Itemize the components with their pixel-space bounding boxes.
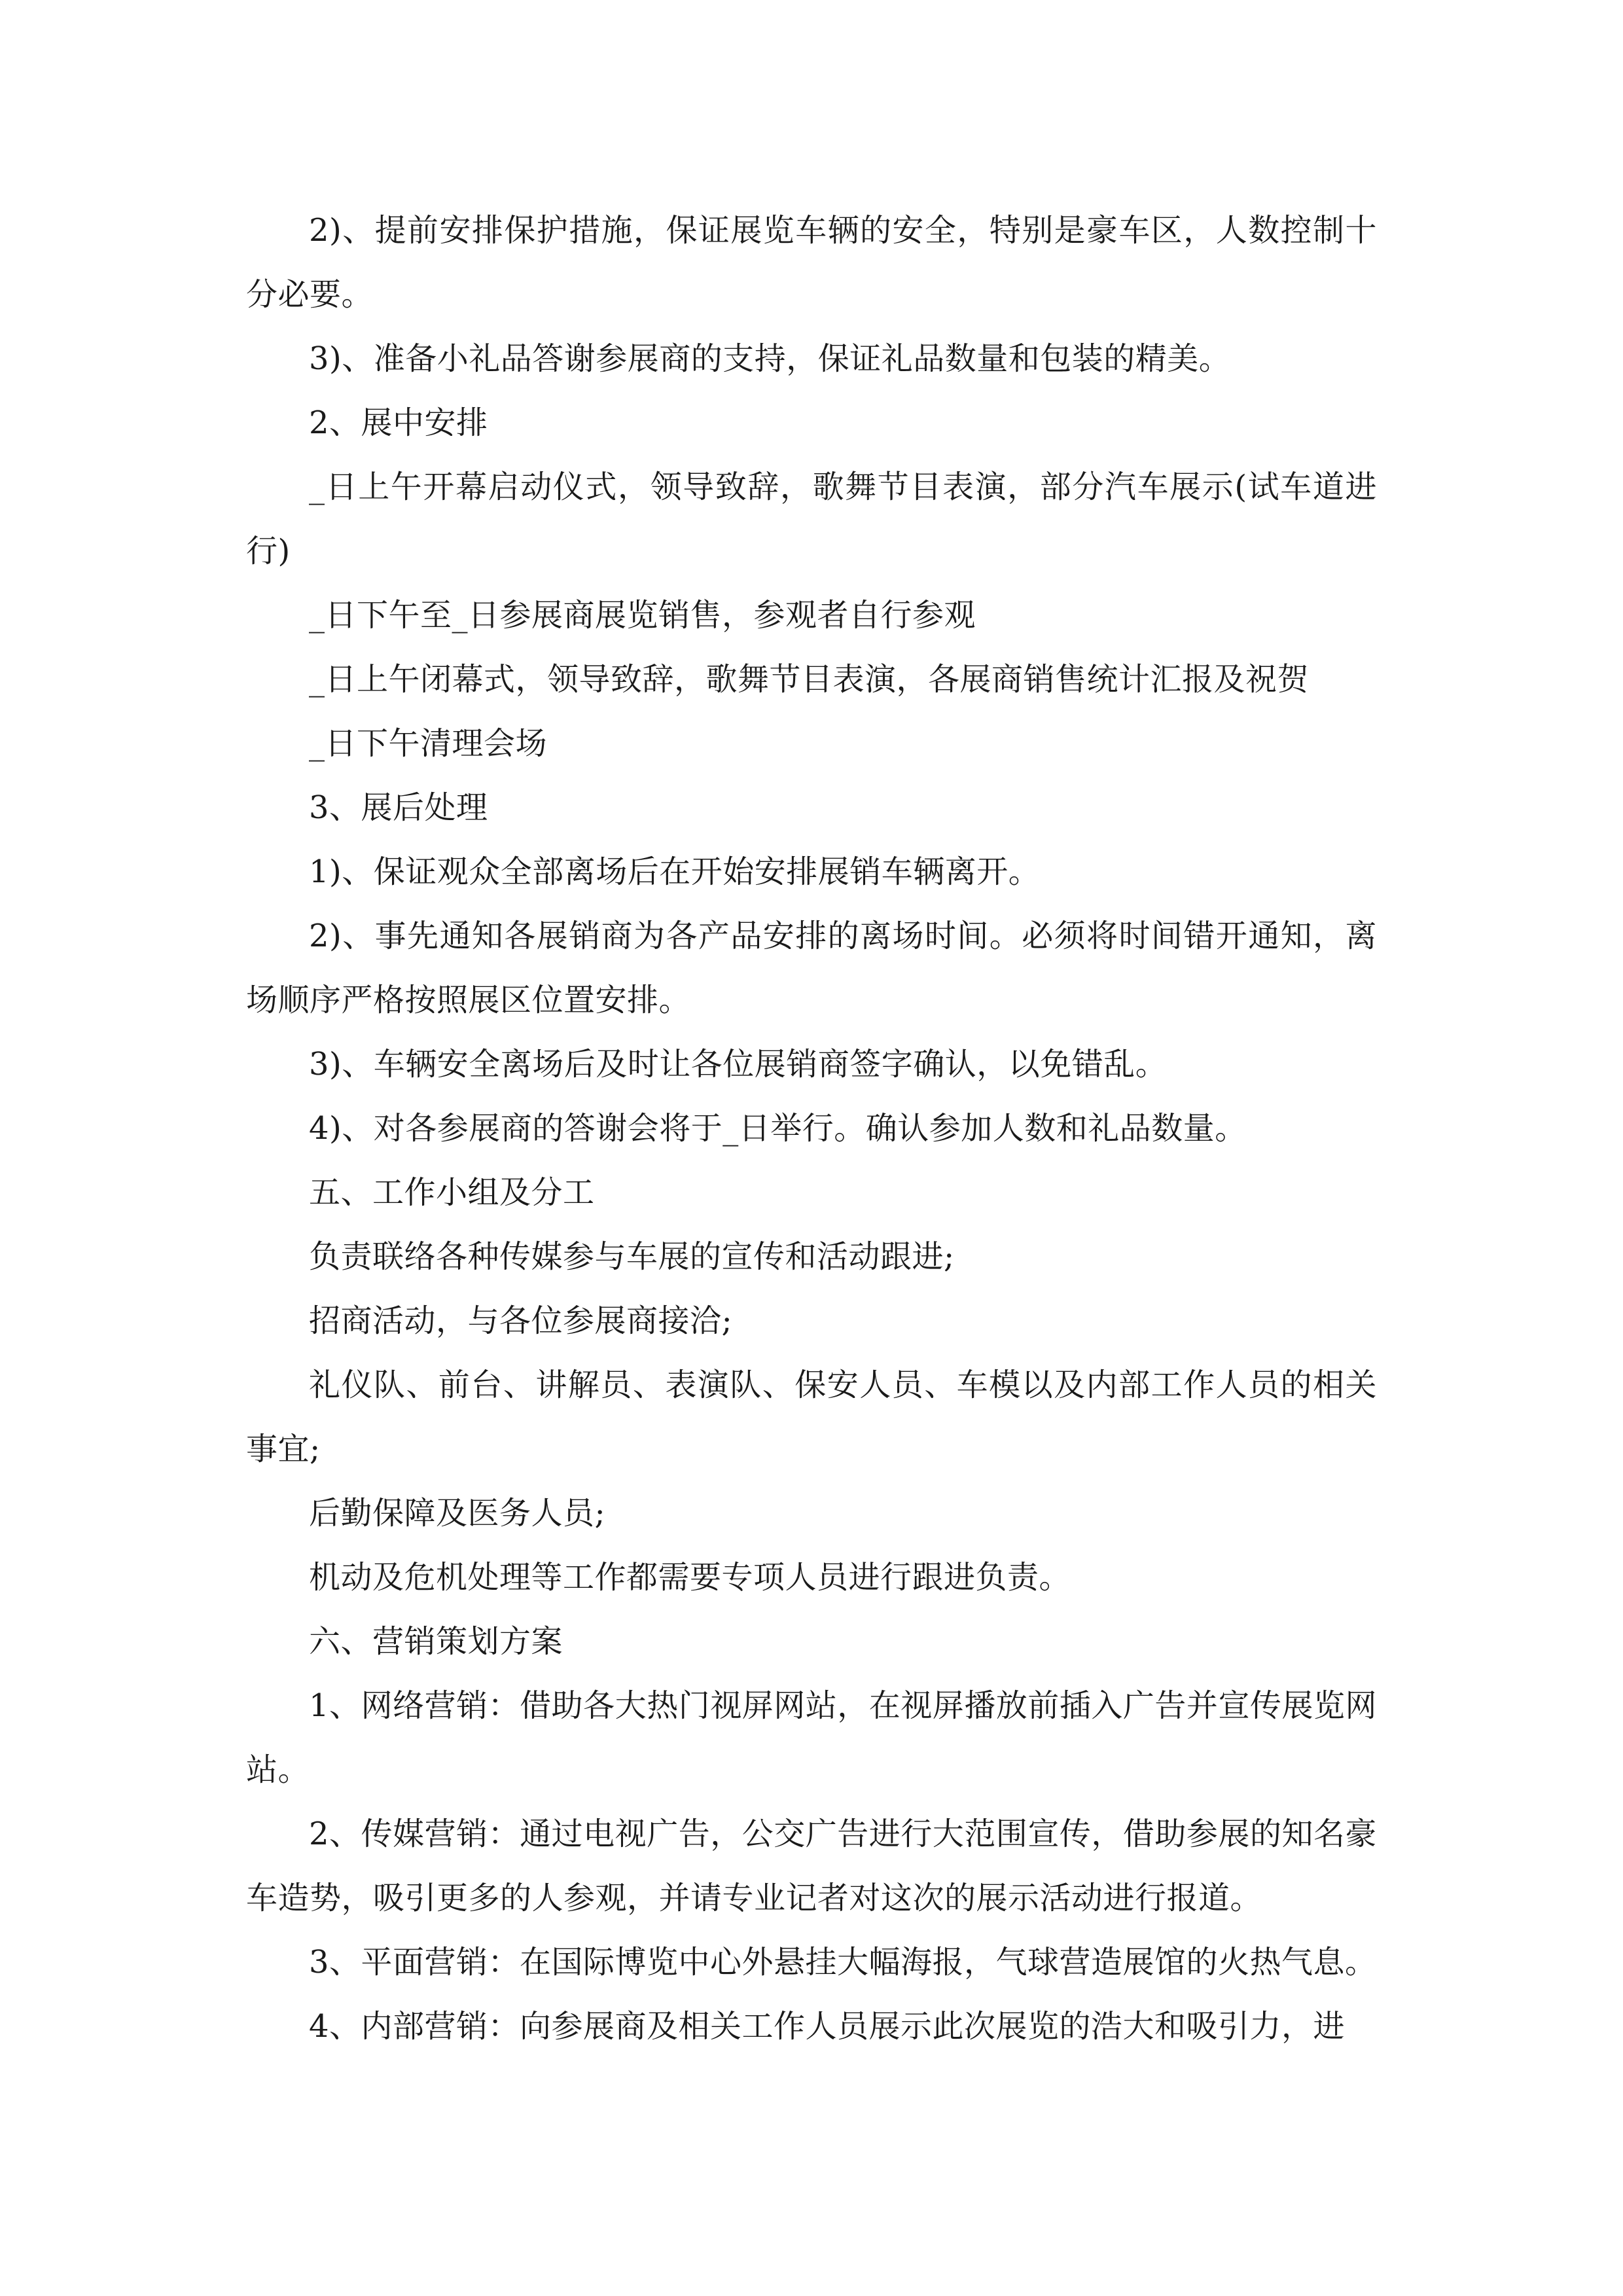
section-heading: 六、营销策划方案	[309, 1623, 563, 1660]
paragraph: _日上午闭幕式，领导致辞，歌舞节目表演，各展商销售统计汇报及祝贺	[309, 661, 1310, 698]
paragraph: 1、网络营销：借助各大热门视屏网站，在视屏播放前插入广告并宣传展览网站。	[246, 1687, 1377, 1788]
paragraph: 3)、准备小礼品答谢参展商的支持，保证礼品数量和包装的精美。	[309, 340, 1231, 377]
paragraph: 机动及危机处理等工作都需要专项人员进行跟进负责。	[309, 1559, 1071, 1596]
paragraph: _日上午开幕启动仪式，领导致辞，歌舞节目表演，部分汽车展示(试车道进行)	[246, 469, 1377, 569]
paragraph: 3)、车辆安全离场后及时让各位展销商签字确认，以免错乱。	[309, 1046, 1168, 1083]
paragraph: 后勤保障及医务人员;	[309, 1495, 606, 1532]
paragraph: 1)、保证观众全部离场后在开始安排展销车辆离开。	[309, 853, 1041, 890]
paragraph: 负责联络各种传媒参与车展的宣传和活动跟进;	[309, 1238, 955, 1275]
paragraph: _日下午至_日参展商展览销售，参观者自行参观	[309, 597, 976, 634]
paragraph: 礼仪队、前台、讲解员、表演队、保安人员、车模以及内部工作人员的相关事宜;	[246, 1367, 1377, 1467]
paragraph: _日下午清理会场	[309, 725, 548, 762]
document-body	[246, 198, 1377, 2058]
paragraph: 招商活动，与各位参展商接洽;	[309, 1302, 733, 1339]
paragraph: 2)、事先通知各展销商为各产品安排的离场时间。必须将时间错开通知，离场顺序严格按照展区位置安排。	[246, 918, 1377, 1018]
section-heading: 五、工作小组及分工	[309, 1174, 595, 1211]
paragraph: 3、平面营销：在国际博览中心外悬挂大幅海报，气球营造展馆的火热气息。	[309, 1944, 1377, 1981]
paragraph: 2、传媒营销：通过电视广告，公交广告进行大范围宣传，借助参展的知名豪车造势，吸引更多的人参观，并请专业记者对这次的展示活动进行报道。	[246, 1816, 1377, 1916]
section-heading: 2、展中安排	[309, 404, 488, 441]
paragraph: 4)、对各参展商的答谢会将于_日举行。确认参加人数和礼品数量。	[309, 1110, 1247, 1147]
paragraph: 4、内部营销：向参展商及相关工作人员展示此次展览的浩大和吸引力，进	[309, 2008, 1346, 2045]
section-heading: 3、展后处理	[309, 789, 488, 826]
paragraph: 2)、提前安排保护措施，保证展览车辆的安全，特别是豪车区，人数控制十分必要。	[246, 212, 1377, 313]
